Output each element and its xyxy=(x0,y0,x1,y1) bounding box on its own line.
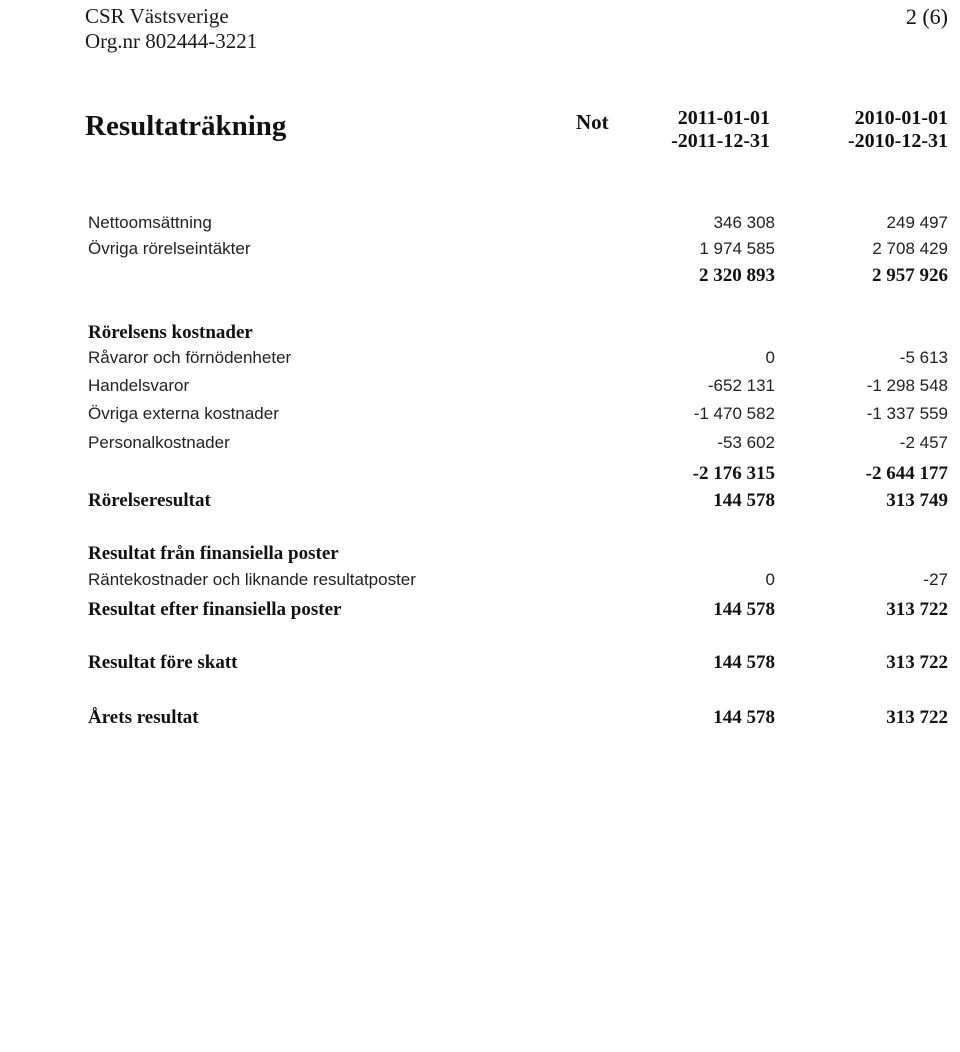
value-2010: -5 613 xyxy=(899,348,948,367)
row-rantekostnader xyxy=(0,570,960,596)
row-ovriga-rorelseintakter xyxy=(0,239,960,265)
row-label: Resultat före skatt xyxy=(88,652,238,673)
period-2011-end: -2011-12-31 xyxy=(671,130,770,152)
value-2011: -652 131 xyxy=(707,376,775,395)
value-2011: 0 xyxy=(765,570,775,589)
page-number: 2 (6) xyxy=(905,4,948,29)
value-2010: -1 298 548 xyxy=(866,376,948,395)
row-label: Räntekostnader och liknande resultatposter xyxy=(88,570,416,589)
value-2011: 144 578 xyxy=(713,599,775,620)
value-2010: 313 722 xyxy=(886,707,948,728)
row-arets-resultat xyxy=(0,707,960,733)
organization-number: Org.nr 802444-3221 xyxy=(85,29,258,53)
section-heading: Resultat från finansiella poster xyxy=(88,543,339,564)
value-2011: -53 602 xyxy=(717,433,775,452)
value-2010: -27 xyxy=(923,570,948,589)
period-2011-start: 2011-01-01 xyxy=(677,107,770,129)
row-label: Årets resultat xyxy=(88,707,199,728)
row-label: Nettoomsättning xyxy=(88,213,212,232)
organization-name: CSR Västsverige xyxy=(85,4,229,28)
row-rorelseresultat xyxy=(0,490,960,516)
value-2010: 313 722 xyxy=(886,652,948,673)
row-label: Rörelseresultat xyxy=(88,490,211,511)
period-2010-end: -2010-12-31 xyxy=(848,130,948,152)
value-2010: 249 497 xyxy=(886,213,948,232)
row-subtotal-kostnader xyxy=(0,463,960,489)
row-ravaror xyxy=(0,348,960,374)
value-2011: -2 176 315 xyxy=(692,463,775,484)
value-2011: 144 578 xyxy=(713,652,775,673)
row-resultat-fore-skatt xyxy=(0,652,960,678)
value-2010: 313 722 xyxy=(886,599,948,620)
row-label: Resultat efter finansiella poster xyxy=(88,599,342,620)
section-rorelsens-kostnader xyxy=(0,322,960,348)
row-nettoomsattning xyxy=(0,213,960,239)
value-2010: -1 337 559 xyxy=(866,404,948,423)
value-2011: 144 578 xyxy=(713,490,775,511)
value-2010: 2 957 926 xyxy=(872,265,948,286)
row-resultat-efter-finansiella-poster xyxy=(0,599,960,625)
value-2011: -1 470 582 xyxy=(693,404,775,423)
period-2010-header xyxy=(848,107,948,153)
section-heading: Rörelsens kostnader xyxy=(88,322,253,343)
section-finansiella-poster xyxy=(0,543,960,569)
value-2010: -2 457 xyxy=(899,433,948,452)
value-2011: 2 320 893 xyxy=(699,265,775,286)
value-2011: 346 308 xyxy=(713,213,775,232)
note-column-header: Not xyxy=(576,110,609,134)
row-handelsvaror xyxy=(0,376,960,402)
value-2011: 1 974 585 xyxy=(699,239,775,258)
value-2011: 144 578 xyxy=(713,707,775,728)
period-2010-start: 2010-01-01 xyxy=(854,107,948,129)
period-2011-header xyxy=(671,107,770,153)
value-2011: 0 xyxy=(765,348,775,367)
page-title: Resultaträkning xyxy=(85,110,287,142)
row-subtotal-intakter xyxy=(0,265,960,291)
row-label: Övriga rörelseintäkter xyxy=(88,239,251,258)
row-label: Personalkostnader xyxy=(88,433,230,452)
row-label: Övriga externa kostnader xyxy=(88,404,279,423)
row-label: Råvaror och förnödenheter xyxy=(88,348,292,367)
value-2010: -2 644 177 xyxy=(865,463,948,484)
value-2010: 313 749 xyxy=(886,490,948,511)
value-2010: 2 708 429 xyxy=(872,239,948,258)
row-label: Handelsvaror xyxy=(88,376,190,395)
row-personalkostnader xyxy=(0,433,960,459)
row-ovriga-externa-kostnader xyxy=(0,404,960,430)
